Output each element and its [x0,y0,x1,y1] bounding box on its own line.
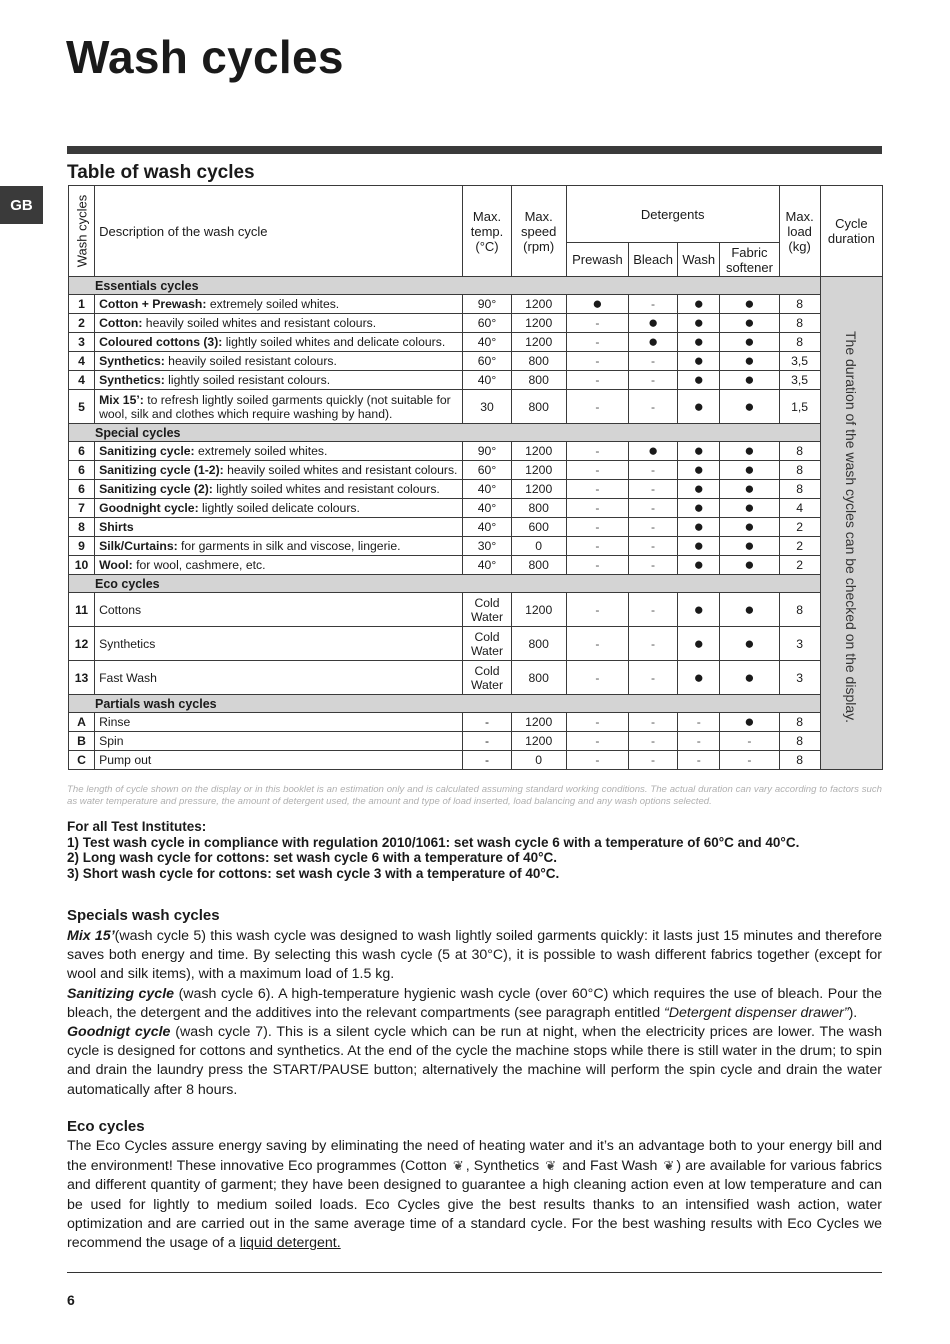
max-temp-cell: 30° [463,537,511,556]
cycle-detail: lightly soiled resistant colours. [164,373,331,387]
bleach-cell: - [629,713,678,732]
max-speed-cell: 800 [511,499,566,518]
prewash-cell: - [566,390,628,424]
max-temp-cell: 40° [463,518,511,537]
max-temp-cell: 40° [463,333,511,352]
table-row [69,352,883,371]
bleach-cell: - [629,461,678,480]
cycle-detail: heavily soiled resistant colours. [164,354,337,368]
header-max-load: Max. load (kg) [779,186,820,277]
cycle-name: Synthetics: [99,373,165,387]
softener-cell: ● [720,314,779,333]
goodnight-name: Goodnigt cycle [67,1024,171,1041]
header-detergents: Detergents [566,186,779,243]
wash-cycles-body [69,277,883,770]
bleach-cell: - [629,732,678,751]
sanitizing-name: Sanitizing cycle [67,985,175,1002]
detergent-drawer-ref: “Detergent dispenser drawer” [664,1004,849,1021]
wash-cell: ● [678,661,720,695]
cycle-description [95,480,463,499]
cycle-number: 4 [69,371,95,390]
cycle-number: 3 [69,333,95,352]
max-load-cell: 8 [779,295,820,314]
sanitizing-end: ). [848,1004,858,1021]
max-temp-cell: 60° [463,461,511,480]
prewash-cell: - [566,751,628,770]
cycle-detail: Synthetics [99,636,156,651]
max-speed-cell: 1200 [511,713,566,732]
cycle-name: Synthetics: [99,354,165,368]
category-row [69,424,883,442]
bleach-cell: - [629,593,678,627]
cycle-number: 4 [69,352,95,371]
cycle-detail: Fast Wash [99,670,157,685]
max-speed-cell: 800 [511,661,566,695]
table-footnote: The length of cycle shown on the display or in this booklet is an estimation only and is calculated assuming standard working conditions. The actual duration can vary according to factors such as water temperature and pressure, the amount of detergent used, the amount and type of load inserted, load balancing and any wash options selected. [67,784,882,807]
max-load-cell: 8 [779,593,820,627]
cycle-description [95,713,463,732]
cycle-detail: heavily soiled whites and resistant colours. [142,316,377,330]
cycle-description [95,627,463,661]
cycle-name: Silk/Curtains: [99,539,178,553]
bleach-cell: - [629,390,678,424]
table-row [69,627,883,661]
softener-cell: ● [720,593,779,627]
cycle-number: 5 [69,390,95,424]
softener-cell: ● [720,661,779,695]
bleach-cell: ● [629,314,678,333]
cycle-description [95,537,463,556]
softener-cell: ● [720,499,779,518]
eco-cotton-icon: ❦ [452,1158,464,1174]
mix-15-name: Mix 15’ [67,928,115,944]
cycle-detail: for wool, cashmere, etc. [132,558,266,572]
cycle-description [95,556,463,575]
cycle-description [95,314,463,333]
max-temp-cell: 90° [463,295,511,314]
wash-cell: ● [678,518,720,537]
cycle-name: Sanitizing cycle: [99,444,195,458]
wash-cell: ● [678,390,720,424]
cycle-name: Coloured cottons (3): [99,335,223,349]
test-institutes-block [67,819,882,881]
specials-text [67,927,882,1100]
bleach-cell: - [629,295,678,314]
max-temp-cell: - [463,713,511,732]
prewash-cell: - [566,442,628,461]
eco-text-part: , Synthetics [465,1158,544,1175]
cycle-name: Sanitizing cycle (1-2): [99,463,224,477]
cycle-number: 8 [69,518,95,537]
max-speed-cell: 600 [511,518,566,537]
wash-cell: ● [678,627,720,661]
prewash-cell: - [566,333,628,352]
prewash-cell: - [566,732,628,751]
max-speed-cell: 0 [511,537,566,556]
test-institutes-item: 2) Long wash cycle for cottons: set wash cycle 6 with a temperature of 40°C. [67,850,558,865]
max-temp-cell: 90° [463,442,511,461]
max-speed-cell: 1200 [511,333,566,352]
eco-fast-wash-icon: ❦ [663,1158,675,1174]
max-load-cell: 3,5 [779,352,820,371]
softener-cell: - [720,732,779,751]
mix-15-text: (wash cycle 5) this wash cycle was designed to wash lightly soiled garments quickly: it lasts just 15 minutes and therefore saves both energy and time. By selecting this wash cycle (5 at 30°C), it is possible to wash different fabrics together (except for wool and silk items), with a maximum load of 1.5 kg. [67,928,882,983]
cycle-detail: extremely soiled whites. [206,297,340,311]
max-load-cell: 8 [779,461,820,480]
max-speed-cell: 1200 [511,314,566,333]
table-row [69,314,883,333]
cycle-name: Sanitizing cycle (2): [99,482,213,496]
table-row [69,442,883,461]
cycle-detail: Cottons [99,602,142,617]
sanitizing-text: (wash cycle 6). A high-temperature hygienic wash cycle (over 60°C) which requires the use of bleach. Pour the bleach, the detergent and the additives into the relevant compartments (see paragraph entitled [67,985,882,1021]
title-divider [67,146,882,154]
max-load-cell: 2 [779,556,820,575]
wash-cell: ● [678,352,720,371]
eco-synthetics-icon: ❦ [545,1158,557,1174]
softener-cell: ● [720,371,779,390]
wash-cell: ● [678,461,720,480]
cycle-description [95,442,463,461]
max-load-cell: 3 [779,627,820,661]
bleach-cell: - [629,371,678,390]
table-row [69,461,883,480]
cycle-number: 1 [69,295,95,314]
header-fabric-softener: Fabric softener [720,243,779,277]
softener-cell: ● [720,352,779,371]
cycle-description [95,732,463,751]
cycle-number: 10 [69,556,95,575]
cycle-detail: Spin [99,734,124,748]
cycle-number: 2 [69,314,95,333]
cycle-description [95,518,463,537]
max-speed-cell: 1200 [511,461,566,480]
prewash-cell: - [566,537,628,556]
header-cycle-duration: Cycle duration [820,186,882,277]
wash-cell: - [678,751,720,770]
header-description: Description of the wash cycle [95,186,463,277]
wash-cycles-table [68,185,883,770]
wash-cell: ● [678,593,720,627]
max-temp-cell: 40° [463,499,511,518]
bleach-cell: - [629,352,678,371]
max-temp-cell: 30 [463,390,511,424]
wash-cell: ● [678,371,720,390]
cycle-detail: lightly soiled whites and resistant colours. [212,482,440,496]
max-speed-cell: 1200 [511,593,566,627]
cycle-description [95,661,463,695]
softener-cell: ● [720,537,779,556]
cycle-detail: to refresh lightly soiled garments quickly (not suitable for wool, silk and clothes which require washing by hand). [99,392,451,421]
cycle-name: Cotton + Prewash: [99,297,207,311]
cycle-description [95,352,463,371]
max-load-cell: 8 [779,713,820,732]
softener-cell: ● [720,556,779,575]
wash-cell: ● [678,499,720,518]
cycle-description [95,295,463,314]
category-row [69,695,883,713]
eco-text [67,1137,882,1253]
wash-cell: ● [678,442,720,461]
table-row [69,480,883,499]
cycle-description [95,390,463,424]
eco-text-part: The Eco Cycles assure energy saving by eliminating the need of heating water and it’s an advantage both to your energy bill and the environment! These innovative Eco programmes (Cotton [67,1138,882,1175]
softener-cell: ● [720,442,779,461]
table-row [69,295,883,314]
max-temp-cell: Cold Water [463,661,511,695]
category-label: Essentials cycles [69,277,821,295]
max-load-cell: 8 [779,480,820,499]
softener-cell: - [720,751,779,770]
category-label: Partials wash cycles [69,695,821,713]
header-max-speed: Max. speed (rpm) [511,186,566,277]
max-speed-cell: 0 [511,751,566,770]
table-row [69,371,883,390]
table-row [69,518,883,537]
max-load-cell: 8 [779,751,820,770]
cycle-number: 9 [69,537,95,556]
max-load-cell: 1,5 [779,390,820,424]
max-temp-cell: - [463,732,511,751]
table-row [69,499,883,518]
max-load-cell: 8 [779,732,820,751]
softener-cell: ● [720,390,779,424]
eco-text-part: and Fast Wash [558,1158,662,1175]
max-speed-cell: 800 [511,390,566,424]
max-speed-cell: 800 [511,352,566,371]
max-temp-cell: Cold Water [463,593,511,627]
header-wash: Wash [678,243,720,277]
max-load-cell: 2 [779,518,820,537]
wash-cell: ● [678,314,720,333]
test-institutes-item: 3) Short wash cycle for cottons: set wash cycle 3 with a temperature of 40°C. [67,865,560,881]
cycle-description [95,593,463,627]
cycle-description [95,751,463,770]
test-institutes-heading: For all Test Institutes: [67,819,207,834]
softener-cell: ● [720,713,779,732]
eco-text-part: ) are available for various fabrics and different quantity of garment; they have been designed to guarantee a high cleaning action even at low temperature and can be used for lightly to medium soiled loads. Eco Cycles give the best results thanks to an intensified wash action, water optimization and are carried out in the same average time of a standard cycle. For the best washing results with Eco Cycles we recommend the usage of a [67,1158,882,1252]
category-row [69,575,883,593]
cycle-name: Goodnight cycle: [99,501,199,515]
softener-cell: ● [720,295,779,314]
max-temp-cell: 40° [463,480,511,499]
cycle-description [95,371,463,390]
max-load-cell: 8 [779,333,820,352]
cycle-number: 6 [69,442,95,461]
bleach-cell: ● [629,333,678,352]
liquid-detergent-link: liquid detergent. [239,1235,341,1252]
cycle-detail: Pump out [99,753,152,767]
cycle-number: 6 [69,480,95,499]
softener-cell: ● [720,461,779,480]
cycle-number: 6 [69,461,95,480]
cycle-number: A [69,713,95,732]
language-tab: GB [0,186,43,224]
wash-cell: ● [678,295,720,314]
cycle-duration-note: The duration of the wash cycles can be checked on the display. [843,330,859,723]
wash-cell: ● [678,333,720,352]
cycle-detail: lightly soiled whites and delicate colours. [222,335,446,349]
cycle-name: Shirts [99,520,134,534]
header-max-temp: Max. temp. (°C) [463,186,511,277]
prewash-cell: - [566,556,628,575]
max-speed-cell: 1200 [511,732,566,751]
page-number: 6 [67,1292,75,1308]
table-row [69,333,883,352]
softener-cell: ● [720,518,779,537]
table-row [69,537,883,556]
category-label: Eco cycles [69,575,821,593]
header-prewash: Prewash [566,243,628,277]
category-row [69,277,883,295]
cycle-description [95,499,463,518]
table-row [69,751,883,770]
prewash-cell: - [566,480,628,499]
wash-cell: ● [678,556,720,575]
table-row [69,390,883,424]
prewash-cell: - [566,461,628,480]
bleach-cell: - [629,556,678,575]
wash-cell: - [678,713,720,732]
category-label: Special cycles [69,424,821,442]
bleach-cell: - [629,480,678,499]
max-speed-cell: 800 [511,627,566,661]
max-speed-cell: 1200 [511,442,566,461]
cycle-detail: Rinse [99,715,131,729]
cycle-description [95,333,463,352]
table-row [69,661,883,695]
max-speed-cell: 800 [511,371,566,390]
cycle-name: Mix 15’: [99,392,144,407]
cycle-number: C [69,751,95,770]
max-load-cell: 3,5 [779,371,820,390]
max-load-cell: 8 [779,314,820,333]
bleach-cell: - [629,537,678,556]
prewash-cell: ● [566,295,628,314]
cycle-name: Cotton: [99,316,143,330]
bleach-cell: - [629,518,678,537]
max-speed-cell: 1200 [511,295,566,314]
softener-cell: ● [720,627,779,661]
table-section-title: Table of wash cycles [67,162,255,183]
prewash-cell: - [566,499,628,518]
max-load-cell: 2 [779,537,820,556]
bottom-divider [67,1272,882,1273]
table-row [69,713,883,732]
prewash-cell: - [566,661,628,695]
table-row [69,593,883,627]
max-temp-cell: 40° [463,556,511,575]
prewash-cell: - [566,352,628,371]
prewash-cell: - [566,627,628,661]
table-row [69,556,883,575]
test-institutes-item: 1) Test wash cycle in compliance with regulation 2010/1061: set wash cycle 6 with a temperature of 60°C and 40°C. [67,834,800,850]
max-load-cell: 8 [779,442,820,461]
wash-cycles-table-wrap [68,185,883,777]
cycle-description [95,461,463,480]
prewash-cell: - [566,593,628,627]
max-temp-cell: 60° [463,352,511,371]
max-load-cell: 3 [779,661,820,695]
bleach-cell: - [629,751,678,770]
max-temp-cell: Cold Water [463,627,511,661]
specials-heading: Specials wash cycles [67,907,220,924]
max-speed-cell: 1200 [511,480,566,499]
max-load-cell: 4 [779,499,820,518]
softener-cell: ● [720,333,779,352]
page-title: Wash cycles [66,31,344,83]
cycle-number: 11 [69,593,95,627]
wash-cell: ● [678,480,720,499]
wash-cell: ● [678,537,720,556]
bleach-cell: - [629,661,678,695]
header-bleach: Bleach [629,243,678,277]
cycle-detail: lightly soiled delicate colours. [198,501,360,515]
cycle-name: Wool: [99,558,133,572]
prewash-cell: - [566,713,628,732]
cycle-number: 12 [69,627,95,661]
max-speed-cell: 800 [511,556,566,575]
cycle-number: 7 [69,499,95,518]
eco-heading: Eco cycles [67,1118,145,1135]
bleach-cell: ● [629,442,678,461]
softener-cell: ● [720,480,779,499]
cycle-number: B [69,732,95,751]
prewash-cell: - [566,518,628,537]
prewash-cell: - [566,314,628,333]
header-wash-cycles: Wash cycles [69,186,95,277]
prewash-cell: - [566,371,628,390]
table-row [69,732,883,751]
cycle-detail: heavily soiled whites and resistant colours. [223,463,458,477]
goodnight-text: (wash cycle 7). This is a silent cycle which can be run at night, when the electricity prices are lower. The wash cycle is designed for cottons and synthetics. At the end of the cycle the machine stops while there is still water in the drum; to spin and drain the laundry press the START/PAUSE button; alternatively the machine will perform the spin cycle and drain the water automatically after 8 hours. [67,1024,883,1098]
cycle-detail: for garments in silk and viscose, lingerie. [177,539,401,553]
cycle-detail: extremely soiled whites. [194,444,328,458]
max-temp-cell: - [463,751,511,770]
bleach-cell: - [629,499,678,518]
max-temp-cell: 40° [463,371,511,390]
max-temp-cell: 60° [463,314,511,333]
bleach-cell: - [629,627,678,661]
wash-cell: - [678,732,720,751]
cycle-number: 13 [69,661,95,695]
